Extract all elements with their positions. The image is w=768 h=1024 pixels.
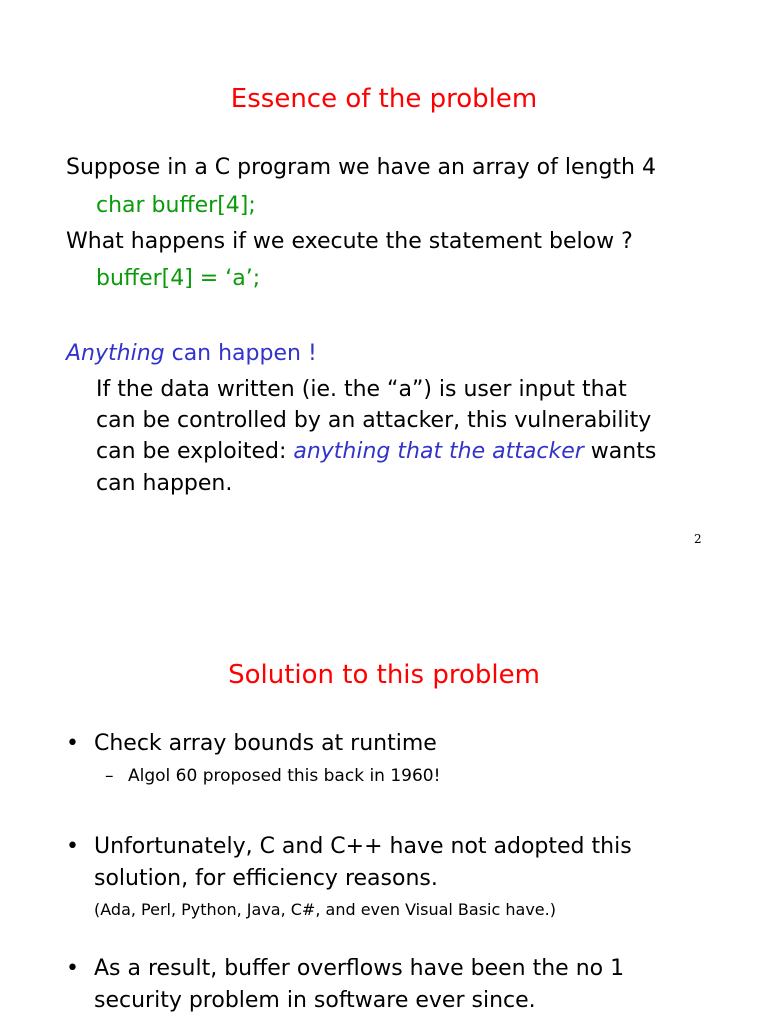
sub-bullet-1-text: Algol 60 proposed this back in 1960! [128, 766, 441, 786]
paragraph-line-4: can happen. [96, 471, 233, 496]
paragraph-line-2: can be controlled by an attacker, this vulnerability [96, 408, 652, 433]
bullet-marker: • [66, 834, 79, 859]
paragraph-line-3-end: wants [583, 439, 657, 464]
bullet-1-text: Check array bounds at runtime [94, 731, 437, 756]
bullet-3-line-2: security problem in software ever since. [94, 988, 536, 1013]
page-number: 2 [694, 532, 702, 546]
sub-bullet-dash: – [105, 766, 114, 786]
intro-line: Suppose in a C program we have an array of length 4 [66, 155, 656, 180]
bullet-marker: • [66, 731, 79, 756]
slide-2-title: Solution to this problem [228, 660, 540, 690]
bullet-marker: • [66, 956, 79, 981]
attacker-emphasis: anything that the attacker [293, 439, 584, 464]
paragraph-line-1: If the data written (ie. the “a”) is user input that [96, 377, 627, 402]
anything-emphasis: Anything [66, 341, 165, 366]
bullet-3-line-1: As a result, buffer overflows have been the no 1 [94, 956, 625, 981]
slide-1-title: Essence of the problem [230, 84, 538, 114]
code-declaration: char buffer[4]; [96, 193, 256, 218]
anything-rest: can happen ! [164, 341, 317, 366]
bullet-2-note: (Ada, Perl, Python, Java, C#, and even Visual Basic have.) [94, 900, 556, 919]
question-line: What happens if we execute the statement below ? [66, 229, 633, 254]
paragraph-line-3 [96, 439, 656, 464]
code-statement: buffer[4] = ‘a’; [96, 266, 261, 291]
bullet-2-line-1: Unfortunately, C and C++ have not adopted this [94, 834, 632, 859]
paragraph-line-3-start: can be exploited: [96, 439, 294, 464]
bullet-2-line-2: solution, for efficiency reasons. [94, 866, 438, 891]
anything-line [66, 341, 317, 366]
